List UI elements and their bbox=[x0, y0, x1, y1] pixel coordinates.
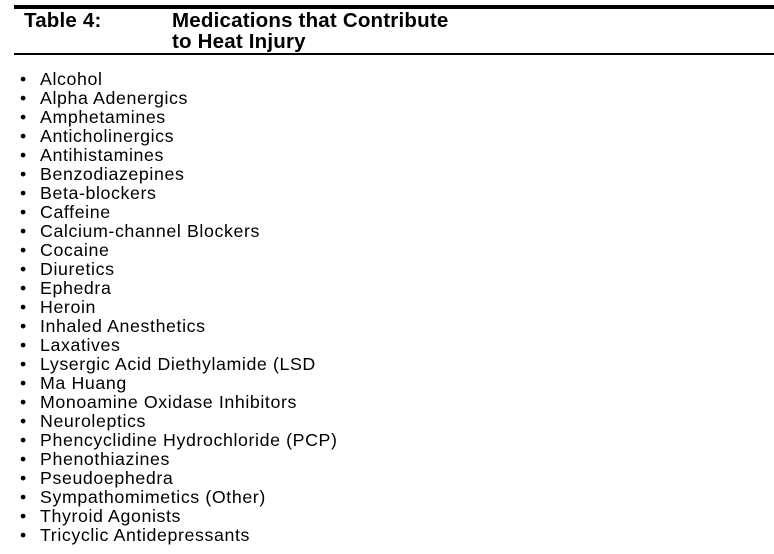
list-item bbox=[20, 412, 338, 431]
medication-name: Laxatives bbox=[40, 335, 121, 355]
bullet-icon: • bbox=[20, 240, 27, 260]
table-title-text: Medications that Contribute bbox=[172, 9, 449, 32]
list-item bbox=[20, 146, 338, 165]
medication-name: Pseudoephedra bbox=[40, 468, 174, 488]
medication-name: Inhaled Anesthetics bbox=[40, 316, 206, 336]
medication-name: Ma Huang bbox=[40, 373, 127, 393]
bullet-icon: • bbox=[20, 316, 27, 336]
bullet-icon: • bbox=[20, 278, 27, 298]
title-line-1 bbox=[24, 10, 764, 31]
list-item bbox=[20, 70, 338, 89]
medication-name: Sympathomimetics (Other) bbox=[40, 487, 266, 507]
bullet-icon: • bbox=[20, 411, 27, 431]
medication-name: Caffeine bbox=[40, 202, 111, 222]
medication-name: Benzodiazepines bbox=[40, 164, 185, 184]
medication-name: Diuretics bbox=[40, 259, 115, 279]
table-title-continuation: to Heat Injury bbox=[172, 30, 306, 53]
bullet-icon: • bbox=[20, 506, 27, 526]
list-item bbox=[20, 165, 338, 184]
bullet-icon: • bbox=[20, 202, 27, 222]
bullet-icon: • bbox=[20, 487, 27, 507]
list-item bbox=[20, 298, 338, 317]
list-item bbox=[20, 431, 338, 450]
medication-name: Amphetamines bbox=[40, 107, 166, 127]
bullet-icon: • bbox=[20, 525, 27, 545]
bullet-icon: • bbox=[20, 126, 27, 146]
medication-name: Phencyclidine Hydrochloride (PCP) bbox=[40, 430, 338, 450]
list-item bbox=[20, 507, 338, 526]
medication-name: Neuroleptics bbox=[40, 411, 147, 431]
bullet-icon: • bbox=[20, 335, 27, 355]
list-item bbox=[20, 317, 338, 336]
table-title bbox=[24, 10, 764, 52]
bullet-icon: • bbox=[20, 88, 27, 108]
medication-name: Phenothiazines bbox=[40, 449, 170, 469]
list-item bbox=[20, 374, 338, 393]
list-item bbox=[20, 526, 338, 545]
bullet-icon: • bbox=[20, 107, 27, 127]
bullet-icon: • bbox=[20, 468, 27, 488]
bullet-icon: • bbox=[20, 145, 27, 165]
medication-name: Cocaine bbox=[40, 240, 110, 260]
medication-name: Antihistamines bbox=[40, 145, 165, 165]
list-item bbox=[20, 241, 338, 260]
medication-name: Monoamine Oxidase Inhibitors bbox=[40, 392, 297, 412]
medication-name: Tricyclic Antidepressants bbox=[40, 525, 251, 545]
list-item bbox=[20, 127, 338, 146]
list-item bbox=[20, 469, 338, 488]
medication-name: Alpha Adenergics bbox=[40, 88, 188, 108]
bullet-icon: • bbox=[20, 221, 27, 241]
bullet-icon: • bbox=[20, 354, 27, 374]
medication-name: Thyroid Agonists bbox=[40, 506, 182, 526]
list-item bbox=[20, 336, 338, 355]
list-item bbox=[20, 203, 338, 222]
bullet-icon: • bbox=[20, 373, 27, 393]
medication-list bbox=[20, 70, 338, 545]
list-item bbox=[20, 393, 338, 412]
medication-name: Lysergic Acid Diethylamide (LSD bbox=[40, 354, 316, 374]
list-item bbox=[20, 108, 338, 127]
list-item bbox=[20, 355, 338, 374]
medication-name: Ephedra bbox=[40, 278, 112, 298]
list-item bbox=[20, 260, 338, 279]
list-item bbox=[20, 222, 338, 241]
list-item bbox=[20, 450, 338, 469]
header-rule bbox=[14, 53, 774, 55]
medication-name: Heroin bbox=[40, 297, 96, 317]
bullet-icon: • bbox=[20, 69, 27, 89]
bullet-icon: • bbox=[20, 259, 27, 279]
list-item bbox=[20, 89, 338, 108]
table-label: Table 4: bbox=[24, 9, 102, 32]
bullet-icon: • bbox=[20, 449, 27, 469]
list-item bbox=[20, 488, 338, 507]
medication-name: Alcohol bbox=[40, 69, 103, 89]
medication-name: Calcium-channel Blockers bbox=[40, 221, 260, 241]
list-item bbox=[20, 279, 338, 298]
bullet-icon: • bbox=[20, 183, 27, 203]
medication-name: Beta-blockers bbox=[40, 183, 157, 203]
list-item bbox=[20, 184, 338, 203]
bullet-icon: • bbox=[20, 392, 27, 412]
bullet-icon: • bbox=[20, 164, 27, 184]
bullet-icon: • bbox=[20, 430, 27, 450]
medication-name: Anticholinergics bbox=[40, 126, 175, 146]
bullet-icon: • bbox=[20, 297, 27, 317]
